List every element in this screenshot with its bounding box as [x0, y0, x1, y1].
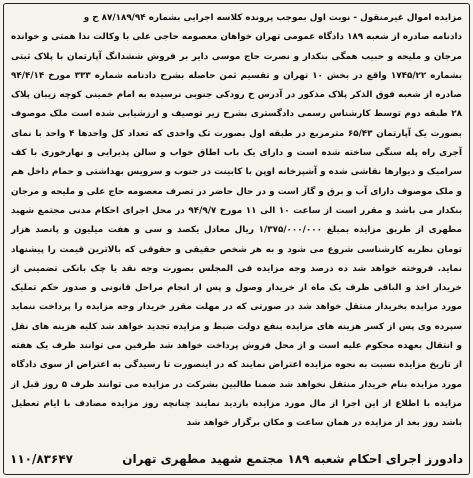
auction-notice — [4, 4, 469, 434]
reference-number: ۱۱۰/۸۳۶۴۷ — [10, 452, 73, 466]
notice-headline: مزایده اموال غیرمنقول - نوبت اول بموجب پرونده کلاسه اجرایی بشماره ۸۷/۱۸۹/۹۴ ح و — [83, 13, 462, 23]
signature-title: دادورز اجرای احکام شعبه ۱۸۹ مجتمع شهید مطهری تهران — [122, 452, 463, 466]
notice-border — [3, 3, 470, 475]
signature-line — [10, 450, 463, 468]
notice-body: دادنامه صادره از شعبه ۱۸۹ دادگاه عمومی تهران خواهان معصومه حاجی علی با وکالت ندا همتی و خوانده مرجان و ملیحه و حبیب همگی بنکدار و نصرت حاج موسی دایر بر فروش ششدانگ آپارتمان با پلاک ثبتی بشماره ۱۷۴۵/۲۲ واقع در بخش ۱۰ تهران و تقسیم ثمن حاصله بشرح دادنامه شماره ۳۳۳ مورخ ۹۴/۴/۱۴ صادره از شعبه فوق الذکر پلاک مذکور در آدرس خ رودکی جنوبی نرسیده به امام خمینی کوچه زیبان پلاک ۲۸ طبقه دوم توسط کارشناس رسمی دادگستری بشرح زیر توصیف و ارزشیابی شده است ملک موصوف بصورت یک آپارتمان ۶۵/۴۳ مترمربع در طبقه اول بصورت تک واحدی که تعداد کل واحدها ۴ واحد با نمای آجری راه پله سنگی ساخته شده است و دارای یک باب اطاق خواب و سالن پذیرایی و نهارخوری با کف سرامیک و دیوارها نقاشی شده و آشپزخانه اوپن با کابینت در جنوب و سرویس بهداشتی و حمام داخل هم و ملک موصوف دارای آب و برق و گاز است و در حال حاضر در تصرف معصومه حاج علی و ملیحه و مرجان بنکدار می باشد و مقرر است از ساعت ۱۰ الی ۱۱ مورخ ۹۴/۹/۷ در محل اجرای احکام مدنی مجتمع شهید مطهری از طریق مزایده بمبلغ ۱/۳۷۵/۰۰۰/۰۰۰ ریال معادل یکصد و سی و هفت میلیون و پانصد هزار تومان نظریه کارشناسی شروع می شود و به هر شخص حقیقی و حقوقی که بالاترین قیمت را پیشنهاد نماید. فروخته خواهد شد ده درصد وجه مزایده فی المجلس بصورت وجه نقد یا چک بانکی تضمینی از خریدار اخذ و الباقی ظرف یک ماه از خریدار وصول و پس از انجام مراحل قانونی و صدور حکم تملیک مورد مزایده بخریدار منتقل خواهد شد در صورتی که در مهلت مقرر خریدار وجه مزایده را پرداخت ننماید سپرده وی پس از کسر هزینه های مزایده بنفع دولت ضبط و مزایده تجدید خواهد شد کلیه هزینه های نقل و انتقال بعهده محکوم علیه است و از محل فروش پرداخت خواهد شد طرفین می توانند ظرف یک هفته از تاریخ مزایده نسبت به نحوه مزایده اعتراض نمایند که در اینصورت تا رسیدگی به اعتراض از سوی دادگاه مورد مزایده بنام خریدار منتقل نخواهد شد ضمنا طالبین بشرکت در مزایده می توانند ظرف ۵ روز قبل از مزایده با اطلاع از این اجرا از مال مورد مزایده بازدید نمایند چنانچه روز مزایده مصادف با ایام تعطیل باشد روز بعد از مزایده در همان ساعت و مکان برگزار خواهد شد — [11, 32, 462, 429]
